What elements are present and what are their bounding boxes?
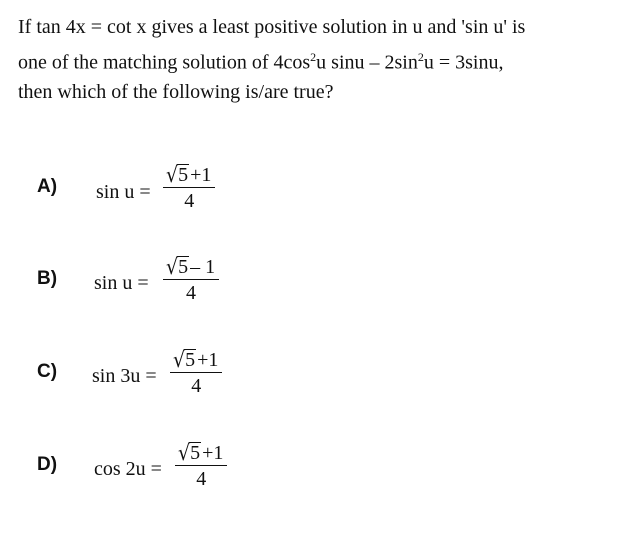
fraction	[163, 163, 215, 214]
fraction	[175, 441, 227, 492]
option-label: D)	[37, 454, 58, 475]
fraction-denominator: 4	[186, 282, 197, 304]
question-line-1: If tan 4x = cot x gives a least positive solution in u and 'sin u' is	[18, 16, 526, 38]
fraction-denominator: 4	[196, 468, 207, 490]
radical-sign-icon: √	[166, 162, 179, 188]
numerator-term: +1	[197, 349, 219, 371]
numerator-term: – 1	[190, 256, 216, 278]
question-line-3: then which of the following is/are true?	[18, 80, 334, 103]
numerator-term: +1	[202, 442, 224, 464]
option-lhs: sin 3u =	[92, 365, 157, 387]
fraction-numerator	[163, 163, 215, 187]
question-line-2-part-1: one of the matching solution of 4cos	[18, 51, 311, 74]
radicand: 5	[185, 349, 196, 371]
fraction-numerator	[170, 348, 222, 372]
fraction-numerator	[163, 255, 219, 279]
option-label: A)	[37, 176, 58, 197]
option-lhs: sin u =	[96, 181, 151, 203]
option-d[interactable]	[0, 438, 620, 498]
square-root	[166, 255, 189, 279]
option-c[interactable]	[0, 345, 620, 405]
question-line-2	[18, 43, 613, 78]
square-root	[178, 441, 201, 465]
option-label: B)	[37, 268, 58, 289]
radical-sign-icon: √	[166, 254, 179, 280]
option-b[interactable]	[0, 252, 620, 312]
fraction	[163, 255, 219, 306]
option-lhs: sin u =	[94, 272, 149, 294]
numerator-term: +1	[190, 164, 212, 186]
question-line-2-part-2: u sinu – 2sin	[316, 51, 418, 74]
fraction-numerator	[175, 441, 227, 465]
square-root	[166, 163, 189, 187]
fraction-denominator: 4	[191, 375, 202, 397]
radicand: 5	[178, 256, 189, 278]
option-lhs: cos 2u =	[94, 458, 162, 480]
exponent-2: 2	[417, 49, 424, 64]
square-root	[173, 348, 196, 372]
radicand: 5	[178, 164, 189, 186]
question-text	[18, 13, 613, 107]
radical-sign-icon: √	[173, 347, 186, 373]
fraction-denominator: 4	[184, 190, 195, 212]
option-a[interactable]	[0, 160, 620, 220]
exponent-1: 2	[310, 49, 317, 64]
question-line-2-part-3: u = 3sinu,	[423, 51, 504, 74]
option-label: C)	[37, 361, 58, 382]
radicand: 5	[190, 442, 201, 464]
radical-sign-icon: √	[178, 440, 191, 466]
fraction	[170, 348, 222, 399]
